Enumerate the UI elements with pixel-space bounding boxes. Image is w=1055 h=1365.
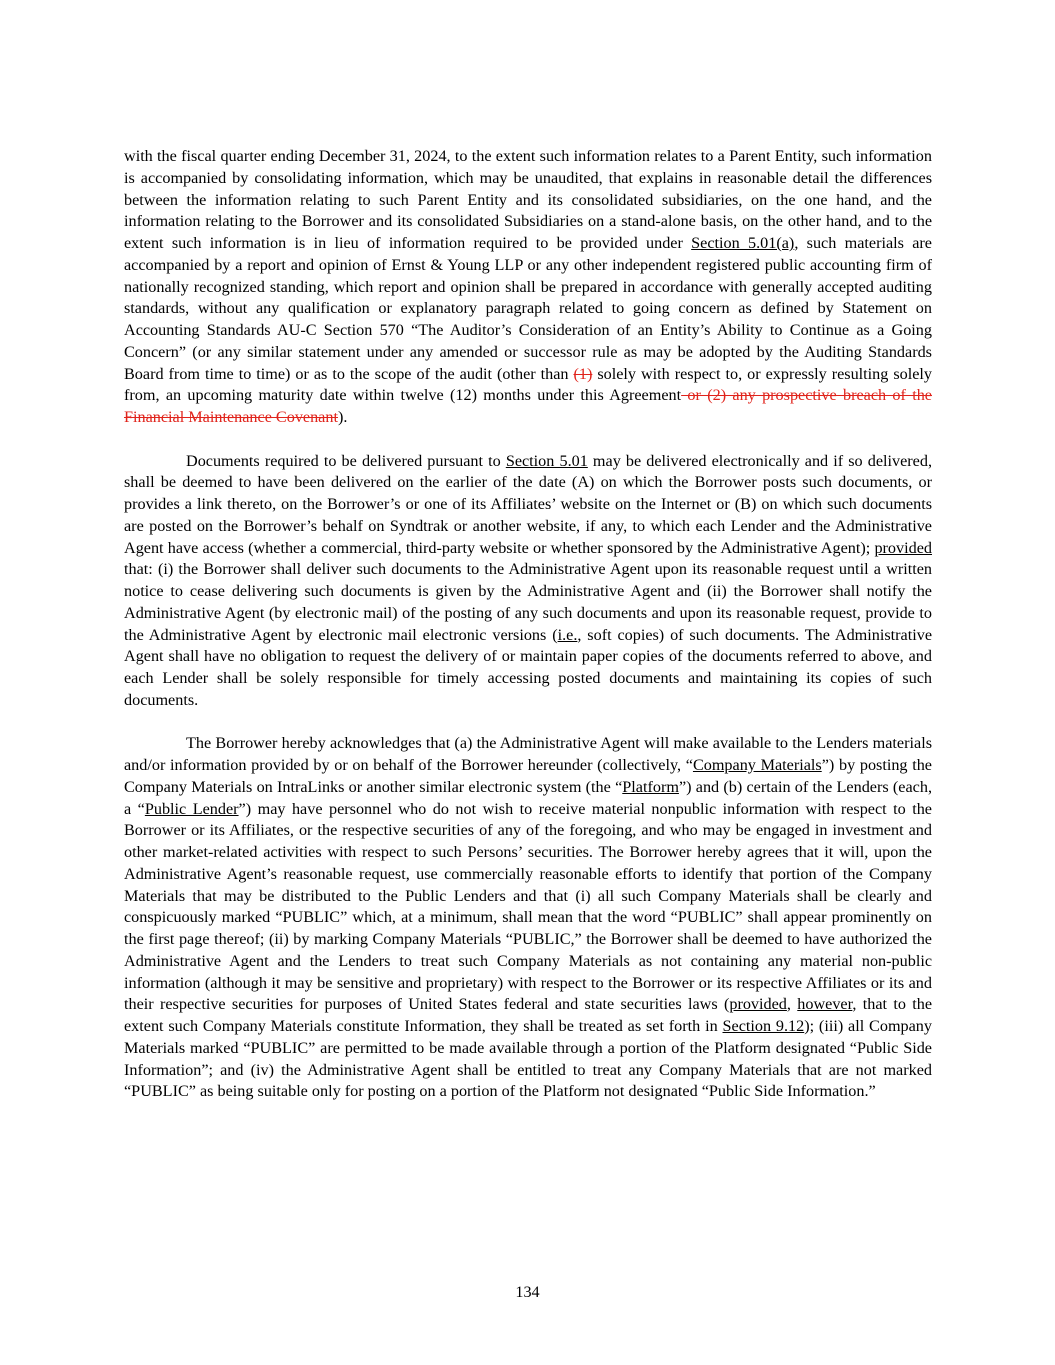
defined-term: Public Lender (144, 799, 239, 818)
text-run: may be delivered electronically and if so delivered, shall be deemed to have been delivered on the earlier of the date (A) on which the Borrower posts such documents, or provides a link thereto, on the Borrower’s or one of its Affiliates’ website on the Internet or (B) on which such documents are posted on the Borrower’s behalf on Syndtrak or another website, if any, to which each Lender and the Administrative Agent have access (whether a commercial, third-party website or whether sponsored by the Administrative Agent); (124, 451, 933, 557)
text-run: ”) may have personnel who do not wish to receive material nonpublic information with respect to the Borrower or its Affiliates, or the respective securities of any of the foregoing, and who may be engaged in investment and other market-related activities with respect to such Persons’ securities. The Borrower hereby agrees that it will, upon the Administrative Agent’s reasonable request, use commercially reasonable efforts to identify that portion of the Company Materials that may be distributed to the Public Lenders and that (i) all such Company Materials shall be clearly and conspicuously marked “PUBLIC” which, at a minimum, shall mean that the word “PUBLIC” shall appear prominently on the first page thereof; (ii) by marking Company Materials “PUBLIC,” the Borrower shall be deemed to have authorized the Administrative Agent and the Lenders to treat such Company Materials as not containing any material non-public information (although it may be sensitive and proprietary) with respect to the Borrower or its respective Affiliates or its and their respective securities for purposes of United States federal and state securities laws ( (124, 799, 932, 1014)
paragraph-2 (124, 451, 932, 712)
document-body (124, 146, 932, 1125)
text-run: , (786, 995, 798, 1014)
text-run: ); (iii) all Company Materials marked “PUBLIC” are permitted to be made available through a portion of the Platform designated “Public Side Information”; and (iv) the Administrative Agent shall be entitled to treat any Company Materials that are not marked “PUBLIC” as being suitable only for posting on a portion of the Platform not designated “Public Side Information.” (124, 1017, 932, 1101)
defined-term: Company Materials (692, 756, 822, 774)
text-run: Documents required to be delivered pursuant to (186, 451, 506, 470)
text-run: ”) and (b) certain of the Lenders (each, a “ (124, 777, 932, 818)
defined-term: Platform (622, 777, 679, 796)
defined-term: however (797, 995, 853, 1014)
text-run: , that to the extent such Company Materials constitute Information, they shall be treated as set forth in (124, 995, 933, 1035)
text-run: that: (i) the Borrower shall deliver such documents to the Administrative Agent upon its reasonable request until a written notice to cease delivering such documents is given by the Administrative Agent and (ii) the Borrower shall notify the Administrative Agent (by electronic mail) of the posting of any such documents and upon its reasonable request, provide to the Administrative Agent by electronic mail electronic versions ( (124, 560, 932, 644)
text-run: ”) by posting the Company Materials on IntraLinks or another similar electronic system (the “ (124, 756, 932, 796)
page-number: 134 (515, 1283, 540, 1301)
defined-term: provided (729, 995, 787, 1014)
section-reference: Section 9.12 (722, 1017, 805, 1035)
text-run: , such materials are accompanied by a report and opinion of Ernst & Young LLP or any other independent registered public accounting firm of nationally recognized standing, which report and opinion shall be prepared in accordance with generally accepted auditing standards, without any qualification or explanatory paragraph related to going concern as defined by Statement on Accounting Standards AU-C Section 570 “The Auditor’s Consideration of an Entity’s Ability to Continue as a Going Concern” (or any similar statement under any amended or successor rule as may be adopted by the Auditing Standards Board from time to time) or as to the scope of the audit (other than (124, 234, 932, 383)
text-run: with the fiscal quarter ending December 31, 2024, to the extent such information relates to a Parent Entity, such information is accompanied by consolidating information, which may be unaudited, that explains in reasonable detail the differences between the information relating to such Parent Entity and its consolidated subsidiaries, on the one hand, and the information relating to the Borrower and its consolidated Subsidiaries on a stand-alone basis, on the other hand, and to the extent such information is in lieu of information required to be provided under (124, 147, 932, 252)
text-run: ). (337, 408, 348, 426)
defined-term: i.e. (557, 625, 578, 644)
defined-term: provided (874, 538, 932, 557)
text-run: The Borrower hereby acknowledges that (a) the Administrative Agent will make available to the Lenders materials and/or information provided by or on behalf of the Borrower hereunder (collectively, “ (124, 734, 932, 774)
text-run: solely with respect to, or expressly resulting solely from, an upcoming maturity date within twelve (12) months under this Agreement (124, 364, 932, 405)
paragraph-1 (124, 146, 932, 429)
section-reference: Section 5.01(a) (691, 234, 795, 252)
deleted-text: (1) (573, 364, 593, 383)
section-reference: Section 5.01 (505, 451, 588, 470)
deleted-text: or (2) any prospective breach of the Financial Maintenance Covenant (124, 386, 932, 426)
paragraph-3 (124, 733, 932, 1103)
text-run: , soft copies) of such documents. The Administrative Agent shall have no obligation to request the delivery of or maintain paper copies of the documents referred to above, and each Lender shall be solely responsible for timely accessing posted documents and maintaining its copies of such documents. (124, 625, 933, 709)
